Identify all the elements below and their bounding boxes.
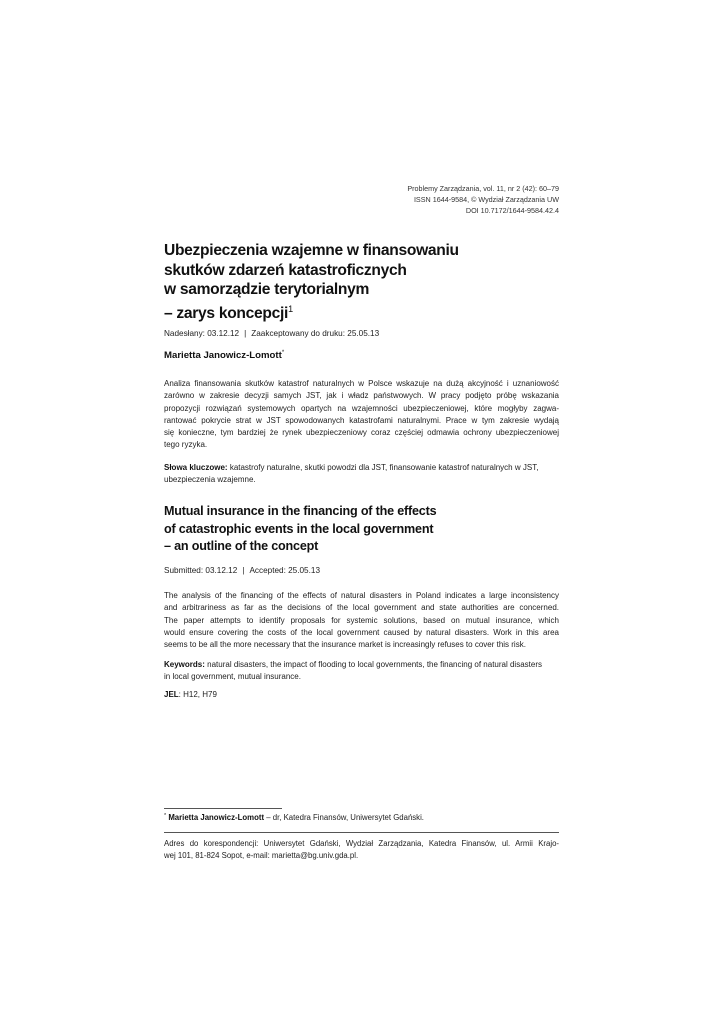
abstract-line: rantować pokrycie strat w JST spowodowanych katastrofami naturalnymi. Prace w tym zakresie wydają [164,415,559,425]
correspondence-address [164,838,559,863]
author-footnote [164,813,424,822]
abstract-line: would ensure covering the costs of the local government caused by natural disasters. Work in this area [164,627,559,637]
abstract-line: się konieczne, tym bardziej że rynek ubezpieczeniowy coraz częściej odmawia ochrony ubezpieczeniowej [164,428,559,438]
title-footnote-mark: 1 [288,303,293,314]
abstract-line: and arbitrariness as far as the decisions of the local government and state authorities are concerned. [164,603,559,613]
jel-codes [164,690,217,699]
footnote-mark: * [164,813,167,819]
journal-issn: ISSN 1644-9584, © Wydział Zarządzania UW [413,195,559,204]
address-line: Adres do korespondencji: Uniwersytet Gdański, Wydział Zarządzania, Katedra Finansów, ul. Armii Krajo- [164,839,559,848]
date-separator: | [244,329,247,338]
polish-dates [164,329,379,338]
keywords-label: Słowa kluczowe: [164,463,228,472]
english-title-line: Mutual insurance in the financing of the effects [164,504,437,518]
jel-label: JEL [164,690,179,699]
english-dates [164,566,320,575]
english-title [164,503,559,556]
keywords-text: natural disasters, the impact of flooding to local governments, the financing of natural disasters [207,660,542,669]
polish-title-line: Ubezpieczenia wzajemne w finansowaniu [164,242,459,259]
submitted-date: Nadesłany: 03.12.12 [164,329,240,338]
abstract-line: tego ryzyka. [164,440,208,450]
journal-info [164,183,559,216]
polish-title-line: w samorządzie terytorialnym [164,281,370,298]
accepted-date: Zaakceptowany do druku: 25.05.13 [251,329,380,338]
footnote-divider [164,808,282,809]
english-keywords [164,659,559,684]
abstract-line: Analiza finansowania skutków katastrof naturalnych w Polsce wskazuje na dużą akcyjność i uznaniowość [164,379,559,388]
abstract-line: zarówno w zakresie decyzji samych JST, jak i władz państwowych. W pracy podjęto próbę wskazania [164,391,559,401]
english-title-line: – an outline of the concept [164,539,319,553]
keywords-label: Keywords: [164,660,205,669]
english-title-line: of catastrophic events in the local government [164,521,434,536]
keywords-text: in local government, mutual insurance. [164,672,301,682]
polish-abstract [164,378,559,452]
polish-keywords [164,462,559,487]
keywords-text: katastrofy naturalne, skutki powodzi dla JST, finansowanie katastrof naturalnych w JST, [229,463,539,472]
journal-citation: Problemy Zarządzania, vol. 11, nr 2 (42): 60–79 [407,184,559,193]
polish-title-line: skutków zdarzeń katastroficznych [164,261,407,279]
polish-title-line: – zarys koncepcji$^1$ [164,303,293,322]
keywords-text: ubezpieczenia wzajemne. [164,475,256,485]
abstract-line: The analysis of the financing of the effects of natural disasters in Poland indicates a large inconsistency [164,591,559,600]
address-divider [164,832,559,833]
submitted-date: Submitted: 03.12.12 [164,566,238,575]
footnote-author: Marietta Janowicz-Lomott [168,813,265,822]
abstract-line: seems to be all the more necessary that the insurance market is increasingly refuses to cover this risk. [164,640,526,650]
accepted-date: Accepted: 25.05.13 [249,566,320,575]
footnote-text: – dr, Katedra Finansów, Uniwersytet Gdański. [264,813,424,822]
date-separator: | [242,566,245,575]
jel-value: : H12, H79 [178,690,217,699]
author-name: Marietta Janowicz-Lomott* [164,350,285,361]
abstract-line: The paper attempts to identify proposals for systemic solutions, based on mutual insurance, which [164,615,559,625]
polish-title [164,241,559,323]
author-footnote-mark: * [281,350,285,356]
journal-doi: DOI 10.7172/1644-9584.42.4 [465,206,559,215]
address-line: wej 101, 81-824 Sopot, e-mail: marietta@bg.univ.gda.pl. [164,851,359,861]
abstract-line: propozycji rozwiązań systemowych opartych na wzajemności ubezpieczeniowej, które mogłyby zagwa- [164,403,559,413]
english-abstract [164,590,559,651]
